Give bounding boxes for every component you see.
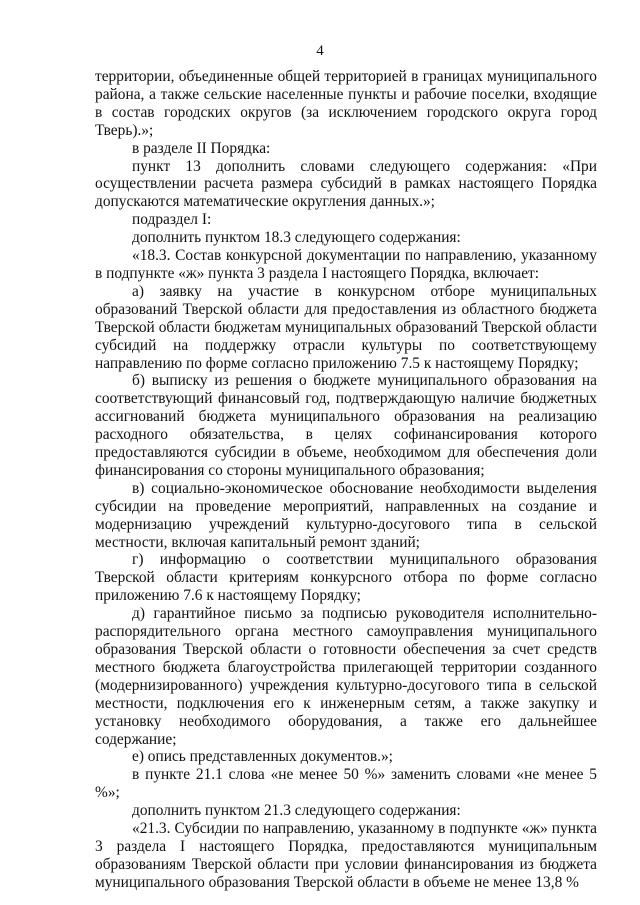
document-body xyxy=(95,68,597,892)
paragraph: б) выписку из решения о бюджете муниципального образования на соответствующий финансовый год, подтверждающую наличие бюджетных ассигнований бюджета муниципального образования на реализацию расходного обязательства, в целях софинансирования которого предоставляются субсидии в объеме, необходимом для обеспечения доли финансирования со стороны муниципального образования; xyxy=(95,372,597,479)
page-number: 4 xyxy=(316,43,324,59)
paragraph: территории, объединенные общей территорией в границах муниципального района, а также сельские населенные пункты и рабочие поселки, входящие в состав городских округов (за исключением городского округа город Тверь).»; xyxy=(95,68,597,139)
paragraph: дополнить пунктом 21.3 следующего содержания: xyxy=(132,802,461,820)
paragraph: в пункте 21.1 слова «не менее 50 %» заменить словами «не менее 5 %»; xyxy=(95,766,597,802)
paragraph: в) социально-экономическое обоснование необходимости выделения субсидии на проведение мероприятий, направленных на создание и модернизацию учреждений культурно-досугового типа в сельской местности, включая капитальный ремонт зданий; xyxy=(95,479,597,551)
paragraph: подраздел I: xyxy=(132,211,212,229)
paragraph: в разделе II Порядка: xyxy=(132,139,271,157)
paragraph: «18.3. Состав конкурсной документации по направлению, указанному в подпункте «ж» пункта 3 раздела I настоящего Порядка, включает: xyxy=(95,247,597,282)
paragraph: дополнить пунктом 18.3 следующего содержания: xyxy=(132,229,461,247)
paragraph: д) гарантийное письмо за подписью руководителя исполнительно-распорядительного органа местного самоуправления муниципального образования Тверской области о готовности обеспечения за счет средств местного бюджета благоустройства прилегающей территории созданного (модернизированного) учреждения культурно-досугового типа в сельской местности, подключения его к инженерным сетям, а также закупку и установку необходимого оборудования, а также его дальнейшее содержание; xyxy=(95,605,597,748)
paragraph: а) заявку на участие в конкурсном отборе муниципальных образований Тверской области для предоставления из областного бюджета Тверской области бюджетам муниципальных образований Тверской области субсидий на поддержку отрасли культуры по соответствующему направлению по форме согласно приложению 7.5 к настоящему Порядку; xyxy=(95,282,597,372)
paragraph: е) опись представленных документов.»; xyxy=(132,748,393,766)
paragraph: г) информацию о соответствии муниципального образования Тверской области критериям конкурсного отбора по форме согласно приложению 7.6 к настоящему Порядку; xyxy=(95,551,597,605)
paragraph: пункт 13 дополнить словами следующего содержания: «При осуществлении расчета размера субсидий в рамках настоящего Порядка допускаются математические округления данных.»; xyxy=(95,157,597,211)
paragraph: «21.3. Субсидии по направлению, указанному в подпункте «ж» пункта 3 раздела I настоящего Порядка, предоставляются муниципальным образованиям Тверской области при условии финансирования из бюджета муниципального образования Тверской области в объеме не менее 13,8 % xyxy=(95,820,597,891)
